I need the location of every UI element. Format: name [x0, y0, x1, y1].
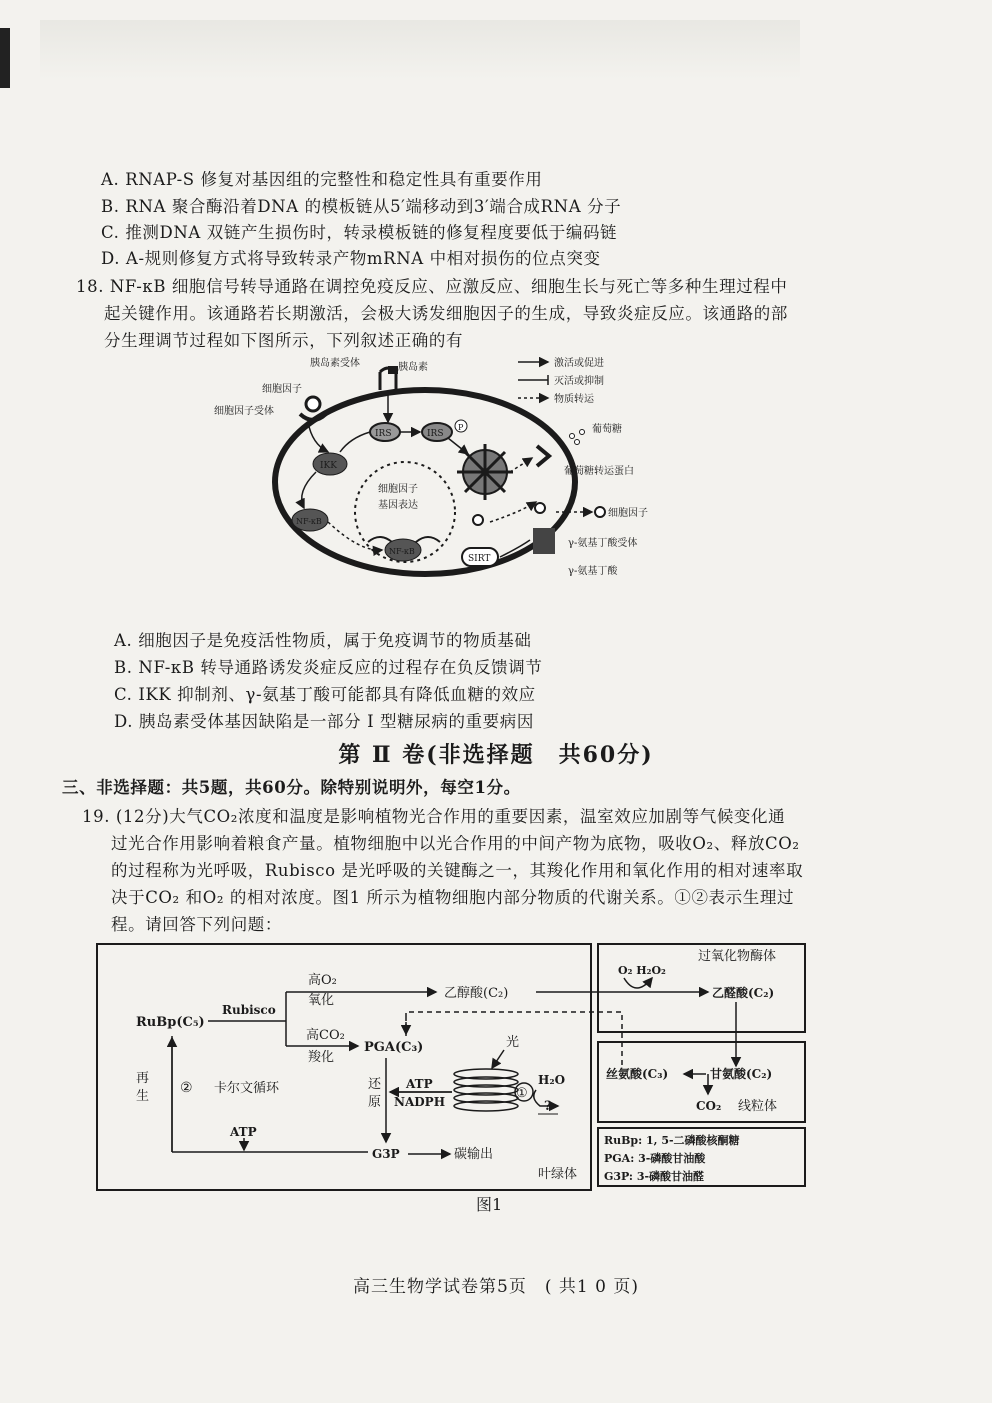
- cytokine-particle: [473, 515, 483, 525]
- q18-stem-line: 18. NF-κB 细胞信号转导通路在调控免疫反应、应激反应、细胞生长与死亡等多种生理过程中: [76, 277, 788, 296]
- calvin-cycle-label: 卡尔文循环: [214, 1081, 280, 1096]
- chloroplast-label: 叶绿体: [538, 1167, 578, 1182]
- legend-inhibit-label: 灭活或抑制: [554, 376, 604, 387]
- q18-option-b: B. NF-κB 转导通路诱发炎症反应的过程存在负反馈调节: [114, 658, 543, 677]
- cytokine-receptor-shape: [300, 414, 326, 420]
- high-co2-label: 高CO₂: [306, 1028, 345, 1043]
- insulin-receptor-label: 胰岛素受体: [310, 358, 360, 369]
- ikk-label: IKK: [320, 461, 338, 471]
- nadph-label: NADPH: [394, 1095, 446, 1109]
- part2-title: 第 Ⅱ 卷(非选择题 共60分): [338, 742, 654, 768]
- glycolate-label: 乙醇酸(C₂): [444, 986, 509, 1001]
- glucose-dot: [575, 440, 580, 445]
- q17-option-b: B. RNA 聚合酶沿着DNA 的模板链从5′端移动到3′端合成RNA 分子: [101, 197, 622, 216]
- nfkb-label: NF-κB: [389, 547, 415, 556]
- oxidation-label: 氧化: [308, 993, 335, 1008]
- q18-option-c: C. IKK 抑制剂、γ-氨基丁酸可能都具有降低血糖的效应: [114, 685, 536, 704]
- q18-option-a: A. 细胞因子是免疫活性物质，属于免疫调节的物质基础: [114, 631, 532, 650]
- process-2-label: ②: [180, 1080, 193, 1096]
- arrow: [328, 522, 382, 550]
- atp-bottom-label: ATP: [230, 1125, 257, 1139]
- legend-g3p: G3P: 3-磷酸甘油醛: [604, 1170, 705, 1183]
- arrow: [510, 458, 532, 472]
- light-arrow: [492, 1050, 504, 1068]
- glucose-transporter-label: 葡萄糖转运蛋白: [564, 466, 634, 477]
- cytokine-particle: [595, 507, 605, 517]
- mitochondria-label: 线粒体: [738, 1099, 778, 1114]
- carbon-export-label: 碳输出: [454, 1147, 494, 1162]
- o2-loop-arrow: [624, 978, 652, 988]
- glucose-dot: [570, 434, 575, 439]
- legend-activate-label: 激活或促进: [554, 358, 604, 369]
- q17-option-d: D. A-规则修复方式将导致转录产物mRNA 中相对损伤的位点突变: [101, 249, 601, 268]
- q18-stem-line: 分生理调节过程如下图所示，下列叙述正确的有: [104, 331, 464, 350]
- sirt-label: SIRT: [468, 554, 491, 564]
- gaba-label: γ-氨基丁酸: [568, 566, 618, 577]
- glucose-dot: [580, 430, 585, 435]
- thylakoid-stack: [454, 1069, 518, 1111]
- glycine-label: 甘氨酸(C₂): [710, 1067, 773, 1081]
- legend-pga: PGA: 3-磷酸甘油酸: [604, 1152, 706, 1165]
- cell-signaling-diagram: [200, 352, 720, 592]
- irs-label: IRS: [375, 429, 392, 439]
- irs-label: IRS: [427, 429, 444, 439]
- unknown-product-label: ?: [544, 1099, 552, 1114]
- q19-stem-line: 19. (12分)大气CO₂浓度和温度是影响植物光合作用的重要因素，温室效应加剧等气候变化通: [82, 807, 786, 826]
- chloroplast-box: [97, 944, 591, 1190]
- arrow: [302, 472, 316, 508]
- q17-option-c: C. 推测DNA 双链产生损伤时，转录模板链的修复程度要低于编码链: [101, 223, 618, 242]
- q17-option-a: A. RNAP-S 修复对基因组的完整性和稳定性具有重要作用: [101, 170, 543, 189]
- cytokine-right-label: 细胞因子: [608, 508, 648, 519]
- peroxisome-label: 过氧化物酶体: [698, 949, 777, 964]
- arrow: [308, 422, 328, 452]
- q18-stem-line: 起关键作用。该通路若长期激活，会极大诱发细胞因子的生成，导致炎症反应。该通路的部: [104, 304, 788, 323]
- regeneration-char: 生: [136, 1089, 150, 1104]
- gaba-receptor-shape: [533, 528, 555, 554]
- gaba-receptor-label: γ-氨基丁酸受体: [568, 538, 638, 549]
- rubp-label: RuBp(C₅): [136, 1015, 205, 1030]
- reduction-char: 原: [368, 1095, 382, 1110]
- insulin-label: 胰岛素: [398, 362, 428, 373]
- atp-label: ATP: [406, 1077, 433, 1091]
- carboxylation-label: 羧化: [308, 1050, 335, 1065]
- page-footer: 高三生物学试卷第5页 ( 共1 0 页): [353, 1277, 639, 1297]
- cytokine-receptor-label: 细胞因子受体: [214, 406, 274, 417]
- reduction-char: 还: [368, 1077, 382, 1092]
- serine-label: 丝氨酸(C₃): [606, 1067, 669, 1081]
- h2o-label: H₂O: [538, 1073, 566, 1087]
- q19-stem-line: 程。请回答下列问题：: [111, 915, 282, 934]
- cytokine-label: 细胞因子: [262, 384, 302, 395]
- q19-stem-line: 决于CO₂ 和O₂ 的相对浓度。图1 所示为植物细胞内部分物质的代谢关系。①②表示生理过: [111, 888, 795, 907]
- phosphate-label: P: [458, 423, 464, 432]
- cytokine-shape: [306, 397, 320, 411]
- arrow: [490, 502, 536, 522]
- inhibit-line: [340, 432, 370, 452]
- process-1-label: ①: [516, 1086, 528, 1101]
- nfkb-label: NF-κB: [296, 517, 322, 526]
- q19-stem-line: 过光合作用影响着粮食产量。植物细胞中以光合作用的中间产物为底物，吸收O₂、释放CO₂: [111, 834, 800, 853]
- q18-option-d: D. 胰岛素受体基因缺陷是一部分 I 型糖尿病的重要病因: [114, 712, 534, 731]
- insulin-shape: [388, 366, 398, 374]
- rubisco-label: Rubisco: [222, 1003, 276, 1017]
- gene-expression-label: 基因表达: [378, 500, 418, 511]
- glucose-transporter-shape: [537, 446, 549, 466]
- scan-shadow: [40, 20, 800, 80]
- pga-label: PGA(C₃): [364, 1040, 424, 1055]
- o2-h2o2-label: O₂ H₂O₂: [618, 964, 666, 977]
- section3-header: 三、非选择题：共5题，共60分。除特别说明外，每空1分。: [62, 778, 521, 797]
- glucose-label: 葡萄糖: [592, 424, 622, 435]
- regeneration-char: 再: [136, 1071, 150, 1086]
- legend-transport-label: 物质转运: [554, 394, 594, 405]
- gene-expression-label: 细胞因子: [378, 484, 418, 495]
- q19-stem-line: 的过程称为光呼吸，Rubisco 是光呼吸的关键酶之一，其羧化作用和氧化作用的相对速率取: [111, 861, 804, 880]
- arrow: [448, 438, 468, 454]
- light-label: 光: [506, 1035, 520, 1050]
- scan-edge-mark: [0, 28, 10, 88]
- co2-label: CO₂: [696, 1099, 722, 1113]
- cytokine-particle: [535, 503, 545, 513]
- figure-caption: 图1: [476, 1195, 503, 1214]
- legend-rubp: RuBp: 1, 5-二磷酸核酮糖: [604, 1134, 740, 1147]
- g3p-label: G3P: [372, 1147, 400, 1161]
- high-o2-label: 高O₂: [308, 973, 337, 988]
- glyoxylate-label: 乙醛酸(C₂): [712, 986, 775, 1000]
- photorespiration-figure: [96, 942, 808, 1192]
